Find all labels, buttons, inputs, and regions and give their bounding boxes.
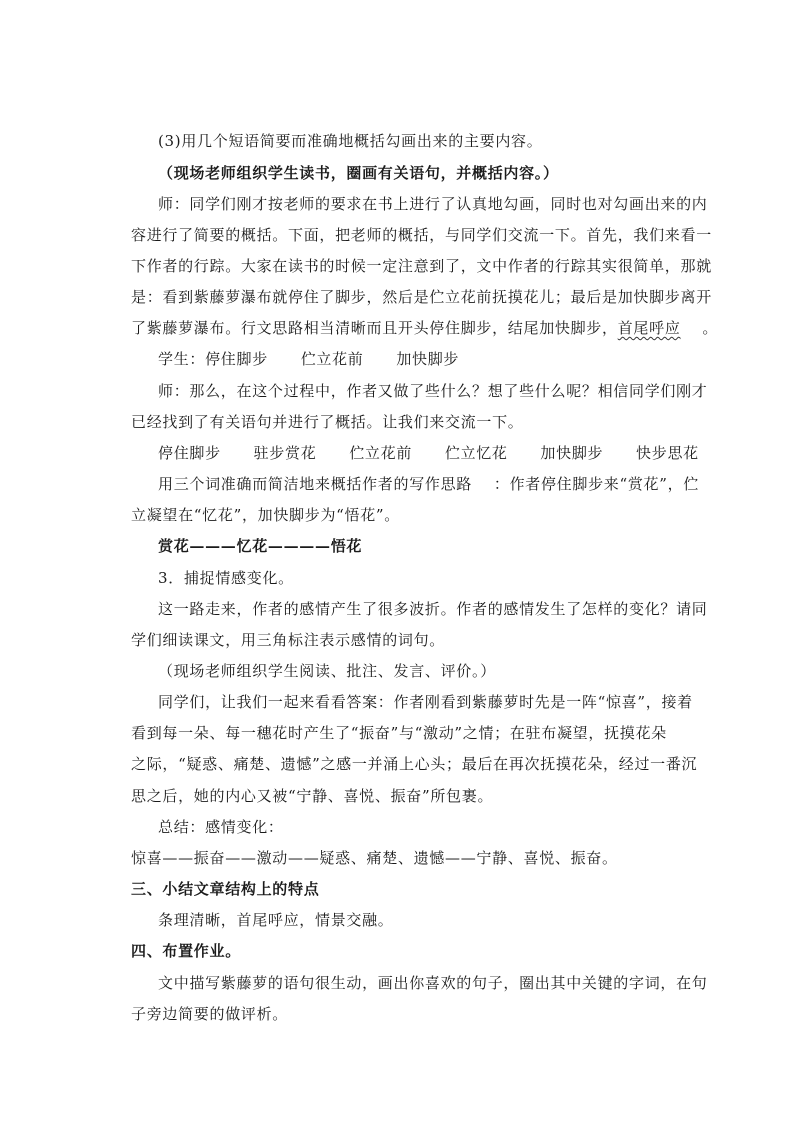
text-run: （现场老师组织学生阅读、批注、发言、评价。） xyxy=(158,662,496,680)
text-run: 是：看到紫藤萝瀑布就停住了脚步，然后是伫立花前抚摸花儿；最后是加快脚步离开 xyxy=(131,288,712,306)
paragraph-line xyxy=(158,163,559,183)
text-run: 子旁边简要的做评析。 xyxy=(131,1005,289,1023)
text-run: 已经找到了有关语句并进行了概括。让我们来交流一下。 xyxy=(131,413,524,431)
text-run: 3．捕捉情感变化。 xyxy=(158,569,294,587)
text-run: （现场老师组织学生读书，圈画有关语句，并概括内容。） xyxy=(158,164,559,182)
text-run: 同学们，让我们一起来看看答案：作者刚看到紫藤萝时先是一阵“惊喜”，接着 xyxy=(158,693,693,711)
paragraph-line xyxy=(158,817,284,837)
paragraph-line xyxy=(158,599,708,619)
text-run: 了紫藤萝瀑布。行文思路相当清晰而且开头停住脚步，结尾加快脚步， xyxy=(131,319,618,337)
text-run: 下作者的行踪。大家在读书的时候一定注意到了，文中作者的行踪其实很简单，那就 xyxy=(131,257,712,275)
paragraph-line xyxy=(131,318,718,338)
paragraph-line xyxy=(131,848,618,868)
paragraph-line xyxy=(158,973,708,993)
paragraph-line xyxy=(131,505,400,525)
paragraph-line xyxy=(158,910,394,930)
text-run: (3)用几个短语简要而准确地概括勾画出来的主要内容。 xyxy=(158,132,543,150)
paragraph-line xyxy=(158,381,708,401)
paragraph-line xyxy=(158,474,699,494)
paragraph-line xyxy=(131,1004,288,1024)
text-run: 用三个词准确而简洁地来概括作者的写作思路 ：作者停住脚步来“赏花”，伫 xyxy=(158,475,700,493)
text-run: 师：那么，在这个过程中，作者又做了些什么？想了些什么呢？相信同学们刚才 xyxy=(158,382,708,400)
text-run: 这一路走来，作者的感情产生了很多波折。作者的感情发生了怎样的变化？请同 xyxy=(158,600,708,618)
paragraph-line xyxy=(158,443,699,463)
paragraph-line xyxy=(158,692,693,712)
text-run: 容进行了简要的概括。下面，把老师的概括，与同学们交流一下。首先，我们来看一 xyxy=(131,226,712,244)
text-run: 学生：停住脚步 伫立花前 加快脚步 xyxy=(158,350,460,368)
paragraph-line xyxy=(131,786,493,806)
paragraph-line xyxy=(131,630,445,650)
paragraph-line xyxy=(131,754,697,774)
text-run: 之际，“疑惑、痛楚、遗憾”之感一并涌上心头；最后在再次抚摸花朵，经过一番沉 xyxy=(131,755,698,773)
text-run: 立凝望在“忆花”，加快脚步为“悟花”。 xyxy=(131,506,400,524)
text-run: 总结：感情变化： xyxy=(158,818,284,836)
text-run: 看到每一朵、每一穗花时产生了“振奋”与“激动”之情；在驻布凝望，抚摸花朵 xyxy=(131,724,667,742)
text-run: 文中描写紫藤萝的语句很生动，画出你喜欢的句子，圈出其中关键的字词，在句 xyxy=(158,974,708,992)
section-heading xyxy=(131,879,319,899)
paragraph-line xyxy=(158,349,459,369)
paragraph-line xyxy=(158,131,542,151)
text-run: 条理清晰，首尾呼应，情景交融。 xyxy=(158,911,394,929)
wavy-underlined-text: 首尾呼应 xyxy=(617,319,681,337)
text-run: 四、布置作业。 xyxy=(131,942,241,960)
paragraph-line xyxy=(158,661,496,681)
section-heading xyxy=(131,941,241,961)
text-run: 赏花———忆花————悟花 xyxy=(158,537,363,555)
paragraph-line xyxy=(158,536,362,556)
text-run: 学们细读课文，用三角标注表示感情的词句。 xyxy=(131,631,446,649)
paragraph-line xyxy=(158,568,294,588)
paragraph-line xyxy=(131,723,667,743)
paragraph-line xyxy=(131,225,712,245)
text-run: 师：同学们刚才按老师的要求在书上进行了认真地勾画，同时也对勾画出来的内 xyxy=(158,195,708,213)
text-run: 思之后，她的内心又被“宁静、喜悦、振奋”所包裹。 xyxy=(131,787,494,805)
paragraph-line xyxy=(131,287,712,307)
paragraph-line xyxy=(131,256,712,276)
text-run: 停住脚步 驻步赏花 伫立花前 伫立忆花 加快脚步 快步思花 xyxy=(158,444,699,462)
text-run: 三、小结文章结构上的特点 xyxy=(131,880,320,898)
paragraph-line xyxy=(131,412,524,432)
text-run: 。 xyxy=(680,319,719,337)
paragraph-line xyxy=(158,194,708,214)
text-run: 惊喜——振奋——激动——疑惑、痛楚、遗憾——宁静、喜悦、振奋。 xyxy=(131,849,618,867)
